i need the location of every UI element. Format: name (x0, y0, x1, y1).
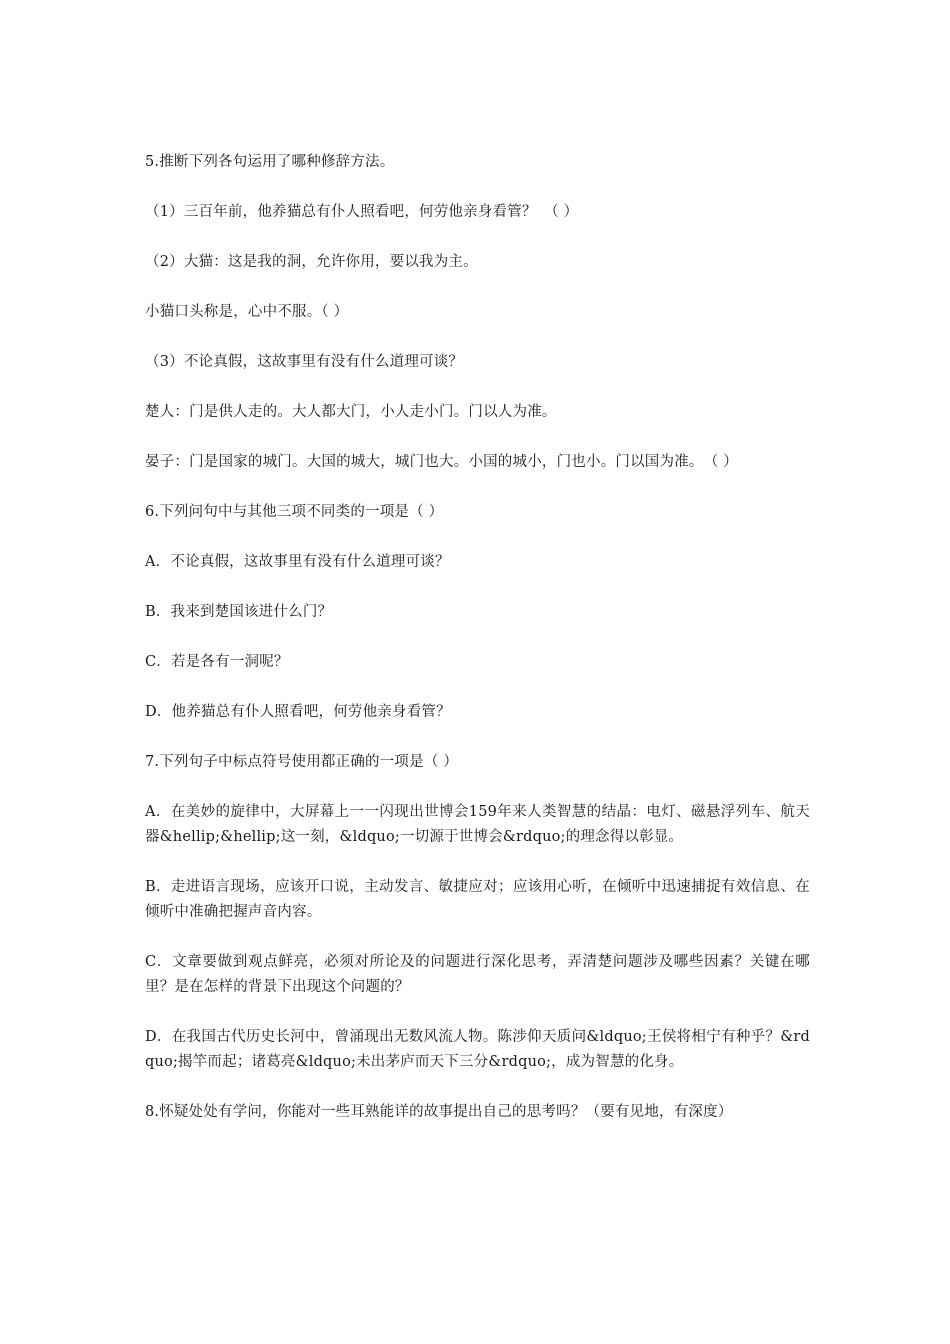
q5-item-3: （3）不论真假，这故事里有没有什么道理可谈？ (145, 354, 464, 370)
q6-title: 6.下列问句中与其他三项不同类的一项是（ ） (145, 504, 444, 520)
document-body (145, 150, 810, 1150)
q7-option-d: D．在我国古代历史长河中，曾涌现出无数风流人物。陈涉仰天质问&ldquo;王侯将相宁有种乎？&rdquo;揭竿而起；诸葛亮&ldquo;未出茅庐而天下三分&rdquo;，成为智慧的化身。 (145, 1029, 810, 1070)
q6-option-d: D．他养猫总有仆人照看吧，何劳他亲身看管？ (145, 704, 451, 720)
q7-option-c: C．文章要做到观点鲜亮，必须对所论及的问题进行深化思考，弄清楚问题涉及哪些因素？关键在哪里？是在怎样的背景下出现这个问题的？ (145, 954, 810, 995)
q5-item-1: （1）三百年前，他养猫总有仆人照看吧，何劳他亲身看管？ （ ） (145, 204, 579, 220)
q5-item-3-chu: 楚人：门是供人走的。大人都大门，小人走小门。门以人为准。 (145, 404, 557, 420)
q5-item-3-yan: 晏子：门是国家的城门。大国的城大，城门也大。小国的城小，门也小。门以国为准。 （ ） (145, 454, 739, 470)
q6-option-a: A．不论真假，这故事里有没有什么道理可谈？ (145, 554, 450, 570)
q6-option-b: B．我来到楚国该进什么门？ (145, 604, 333, 620)
q5-title: 5.推断下列各句运用了哪种修辞方法。 (145, 154, 395, 170)
q5-item-2a: （2）大猫：这是我的洞，允许你用，要以我为主。 (145, 254, 478, 270)
q7-title: 7.下列句子中标点符号使用都正确的一项是（ ） (145, 754, 459, 770)
q7-option-a: A．在美妙的旋律中，大屏幕上一一闪现出世博会159年来人类智慧的结晶：电灯、磁悬浮列车、航天器&hellip;&hellip;这一刻，&ldquo;一切源于世博会&rdquo;的理念得以彰显。 (145, 804, 810, 845)
q5-item-2b: 小猫口头称是，心中不服。（ ） (145, 304, 349, 320)
q8-title: 8.怀疑处处有学问，你能对一些耳熟能详的故事提出自己的思考吗？（要有见地，有深度） (145, 1104, 733, 1120)
q7-option-b: B．走进语言现场，应该开口说，主动发言、敏捷应对；应该用心听，在倾听中迅速捕捉有效信息、在倾听中准确把握声音内容。 (145, 879, 810, 920)
q6-option-c: C．若是各有一洞呢？ (145, 654, 289, 670)
